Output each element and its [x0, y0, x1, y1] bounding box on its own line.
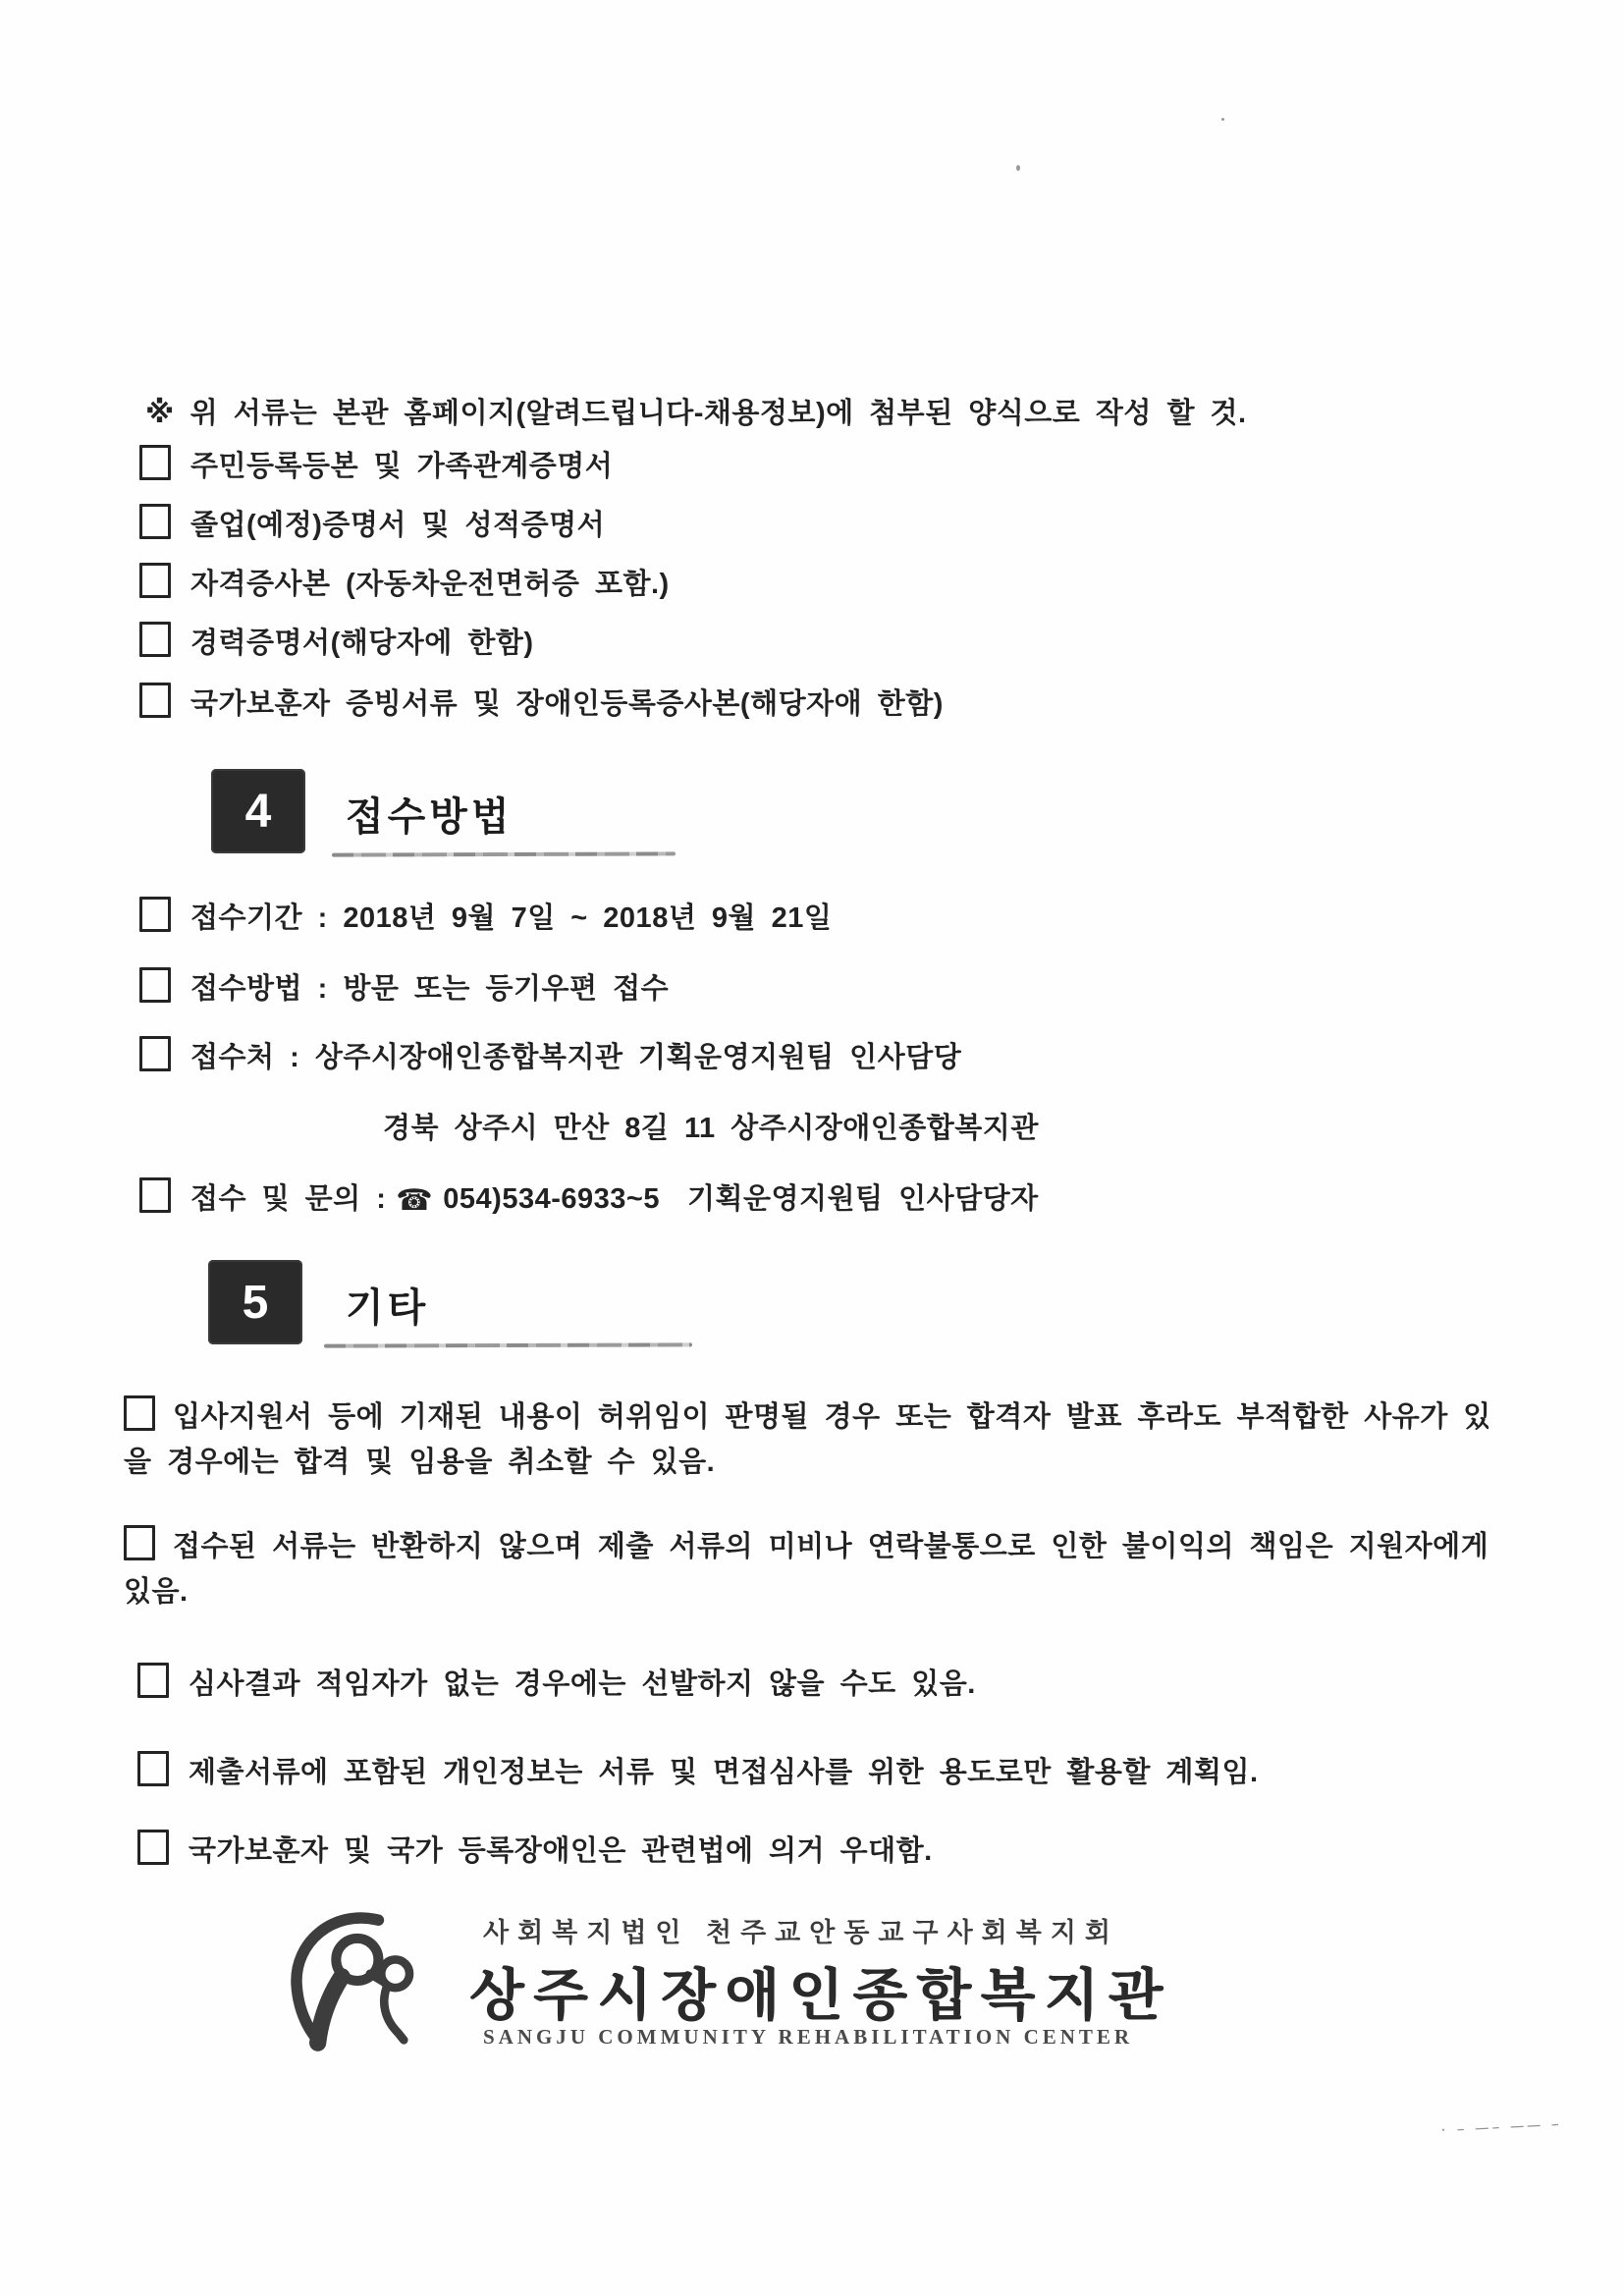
required-doc-text: 국가보훈자 증빙서류 및 장애인등록증사본(해당자애 한함) [190, 688, 944, 720]
checkbox-icon [137, 1830, 169, 1865]
etc-item [124, 1524, 1508, 1614]
section-number-badge [208, 1260, 302, 1344]
etc-item-text: 접수된 서류는 반환하지 않으며 제출 서류의 미비나 연락불통으로 인한 불이익의 책임은 지원자에게 있음. [124, 1531, 1489, 1608]
checkbox-icon [137, 1751, 169, 1786]
apply-address-text: 경북 상주시 만산 8길 11 상주시장애인종합복지관 [383, 1113, 1039, 1144]
phone-icon: ☎ [396, 1184, 434, 1217]
required-doc-item [139, 444, 613, 489]
reference-mark-icon: ※ [145, 397, 175, 429]
section-number: 5 [242, 1276, 269, 1329]
required-doc-text: 자격증사본 (자동차운전면허증 포함.) [190, 569, 670, 600]
etc-item [137, 1662, 976, 1707]
apply-address-line [383, 1106, 1039, 1151]
org-logo [277, 1903, 434, 2060]
checkbox-icon [139, 967, 171, 1003]
section-title: 접수방법 [346, 795, 514, 839]
checkbox-icon [139, 683, 171, 718]
checkbox-icon [139, 1036, 171, 1071]
org-name-english: SANGJU COMMUNITY REHABILITATION CENTER [483, 2025, 1134, 2049]
apply-method-item [139, 966, 669, 1011]
checkbox-icon [139, 897, 171, 932]
contact-suffix: 기획운영지원팀 인사담당자 [686, 1183, 1039, 1215]
required-doc-item [139, 503, 605, 548]
required-doc-text: 경력증명서(해당자에 한함) [190, 628, 534, 659]
checkbox-icon [139, 504, 171, 539]
etc-item [124, 1394, 1508, 1485]
org-name: 상주시장애인종합복지관 [469, 1964, 1172, 2027]
required-doc-item [139, 562, 670, 607]
etc-item [137, 1750, 1259, 1795]
contact-item [139, 1176, 1039, 1224]
contact-prefix: 접수 및 문의 : [190, 1183, 387, 1215]
scan-speck [1016, 165, 1020, 171]
form-note [145, 391, 1247, 436]
required-doc-text: 주민등록등본 및 가족관계증명서 [190, 451, 614, 482]
apply-method-text: 접수방법 : 방문 또는 등기우편 접수 [190, 973, 670, 1005]
checkbox-icon [137, 1663, 169, 1698]
contact-phone: 054)534-6933~5 [443, 1183, 660, 1215]
scan-artifact: · – —– —— – [1440, 2115, 1563, 2138]
checkbox-icon [124, 1525, 155, 1560]
apply-place-text: 접수처 : 상주시장애인종합복지관 기획운영지원팀 인사담당 [190, 1042, 962, 1073]
required-doc-item [139, 682, 944, 727]
org-parent-name: 사회복지법인 천주교안동교구사회복지회 [483, 1918, 1119, 1947]
section-underline [332, 851, 676, 856]
scan-speck [1221, 118, 1224, 121]
section-number-badge [211, 769, 305, 853]
etc-item-text: 심사결과 적임자가 없는 경우에는 선발하지 않을 수도 있음. [189, 1668, 976, 1700]
apply-period-item [139, 896, 832, 941]
etc-item-text: 입사지원서 등에 기재된 내용이 허위임이 판명될 경우 또는 합격자 발표 후라도 부적합한 사유가 있을 경우에는 합격 및 임용을 취소할 수 있음. [124, 1401, 1491, 1478]
checkbox-icon [124, 1395, 155, 1431]
checkbox-icon [139, 563, 171, 598]
required-doc-text: 졸업(예정)증명서 및 성적증명서 [190, 510, 606, 541]
checkbox-icon [139, 622, 171, 657]
section-title: 기타 [346, 1286, 430, 1330]
required-doc-item [139, 621, 534, 666]
form-note-text: 위 서류는 본관 홈페이지(알려드립니다-채용정보)에 첨부된 양식으로 작성 할 것. [189, 398, 1247, 429]
org-logo-figure-icon [277, 1903, 432, 2058]
apply-period-text: 접수기간 : 2018년 9월 7일 ~ 2018년 9월 21일 [190, 902, 833, 934]
etc-item-text: 제출서류에 포함된 개인정보는 서류 및 면접심사를 위한 용도로만 활용할 계획임. [189, 1757, 1259, 1788]
etc-item-text: 국가보훈자 및 국가 등록장애인은 관련법에 의거 우대함. [189, 1835, 933, 1867]
etc-item [137, 1829, 933, 1874]
apply-place-item [139, 1035, 961, 1080]
checkbox-icon [139, 1177, 171, 1213]
section-underline [324, 1342, 692, 1347]
section-number: 4 [244, 785, 272, 838]
checkbox-icon [139, 445, 171, 480]
